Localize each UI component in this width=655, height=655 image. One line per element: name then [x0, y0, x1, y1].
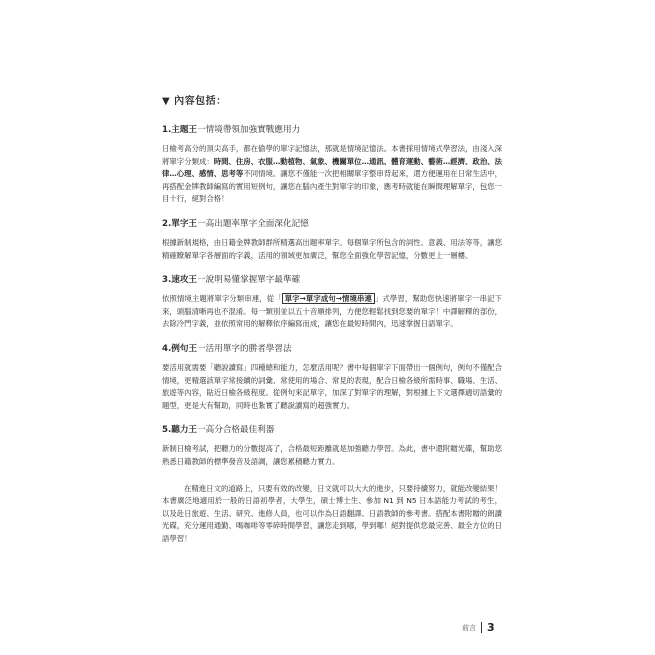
section-title-main: 4.例句王 [162, 343, 198, 354]
section-title-rest: 一說明易懂掌握單字最準確 [197, 275, 301, 286]
section-title-rest: 一情境帶領加強實戰應用力 [197, 125, 301, 135]
section-title [162, 273, 502, 285]
boxed-learning-flow: 單字→單字成句→情境串連 [282, 293, 375, 304]
section-body [162, 143, 502, 206]
contents-heading: ▼ 內容包括： [162, 96, 227, 107]
section-bold-text: 時間、住房、衣服…動植物、氣象、機關單位…通訊、體育運動、藝術…經濟、政治、法律…心理、感情、思考等 [162, 156, 502, 179]
section-body: 根據新制規格，由日籍金牌教師群所精選高出題率單字。每個單字所包含的詞性、意義、用法等等，讓您精確瞭解單字各層面的字義，活用的領域更加廣泛，幫您全面強化學習記憶，分數更上一層樓。 [162, 237, 502, 260]
section-title-rest: 一活用單字的勝者學習法 [197, 343, 292, 354]
section-title-main: 1.主題王 [162, 125, 198, 135]
page-number: 3 [487, 621, 495, 634]
section-text: 日檢考高分的頂尖高手，都在偷學的單字記憶法，那就是情境記憶法。本書採用情境式學習法，由淺入深將單字分類成： [162, 144, 502, 166]
section-3 [162, 273, 502, 331]
closing-paragraph: 在精進日文的道路上，只要有效的改變，日文就可以大大的進步，只要持續努力，就能改變結果！本書廣泛地適用於一般的日語初學者，大學生，碩士博士生、參加 N1 到 N5 日本語能力考試的考生，以及赴日旅遊、生活、研究、進修人員，也可以作為日語翻譯、日語教師的參考書。搭配本書附贈的朗讀光碟，充分運用通勤、喝咖啡等零碎時間學習，讓您走到哪，學到哪！絕對提供您最完善、最全方位的日語學習！ [162, 483, 502, 543]
page-footer [462, 621, 495, 634]
document-page [162, 92, 502, 545]
section-2 [162, 217, 502, 262]
footer-label: 前言 [462, 623, 476, 632]
footer-divider [481, 622, 482, 633]
section-title-main: 5.聽力王 [162, 425, 198, 436]
section-title [162, 423, 502, 435]
section-title [162, 342, 502, 354]
section-1 [162, 123, 502, 206]
section-body: 新制日檢考試，把聽力的分數提高了，合格最短距離就是加強聽力學習。為此，書中還附贈光碟，幫助您熟悉日籍教師的標準發音及語調，讓您累積聽力實力。 [162, 444, 502, 466]
section-title-rest: 一高分合格最佳利器 [197, 425, 275, 436]
section-text: 不同情境。讓您不僅能一次把相關單字整串背起來，還方便運用在日常生活中，再搭配金牌教師編寫的實用短例句，讓您在腦內產生對單字的印象，應考時就能在瞬間理解單字，包您一目十行，絕對合格！ [162, 169, 502, 204]
section-text: 」式學習，幫助您快速將單字一串記下來，頭腦清晰再也不混淆。每一類別並以五十音順排列，方便您輕鬆找到您要的單字！中譯解釋的部份，去除冷門字義，並依照常用的解釋依序編寫而成，讓您在最短時間內，迅速掌握日語單字。 [162, 294, 502, 329]
section-body: 要活用就需要「聽說讀寫」四種總和能力，怎麼活用呢？書中每個單字下面帶出一個例句，例句不僅配合情境，更精選該單字常接續的詞彙、常使用的場合、常見的表現，配合日檢各級所需時事、職場、生活、旅遊等內容，貼近日檢各級程度。從例句來記單字，加深了對單字的理解，對根據上下文選擇適切語彙的題型，更是大有幫助，同時也紮實了聽說讀寫的超強實力。 [162, 362, 502, 410]
section-5 [162, 423, 502, 468]
section-title [162, 123, 502, 135]
section-body [162, 293, 502, 331]
section-title [162, 217, 502, 229]
section-title-rest: 一高出題率單字全面深化記憶 [197, 218, 309, 229]
section-title-main: 3.速攻王 [162, 275, 198, 286]
section-title-main: 2.單字王 [162, 218, 198, 229]
section-text: 依照情境主題將單字分類串連，從「 [162, 294, 282, 304]
section-4 [162, 342, 502, 412]
